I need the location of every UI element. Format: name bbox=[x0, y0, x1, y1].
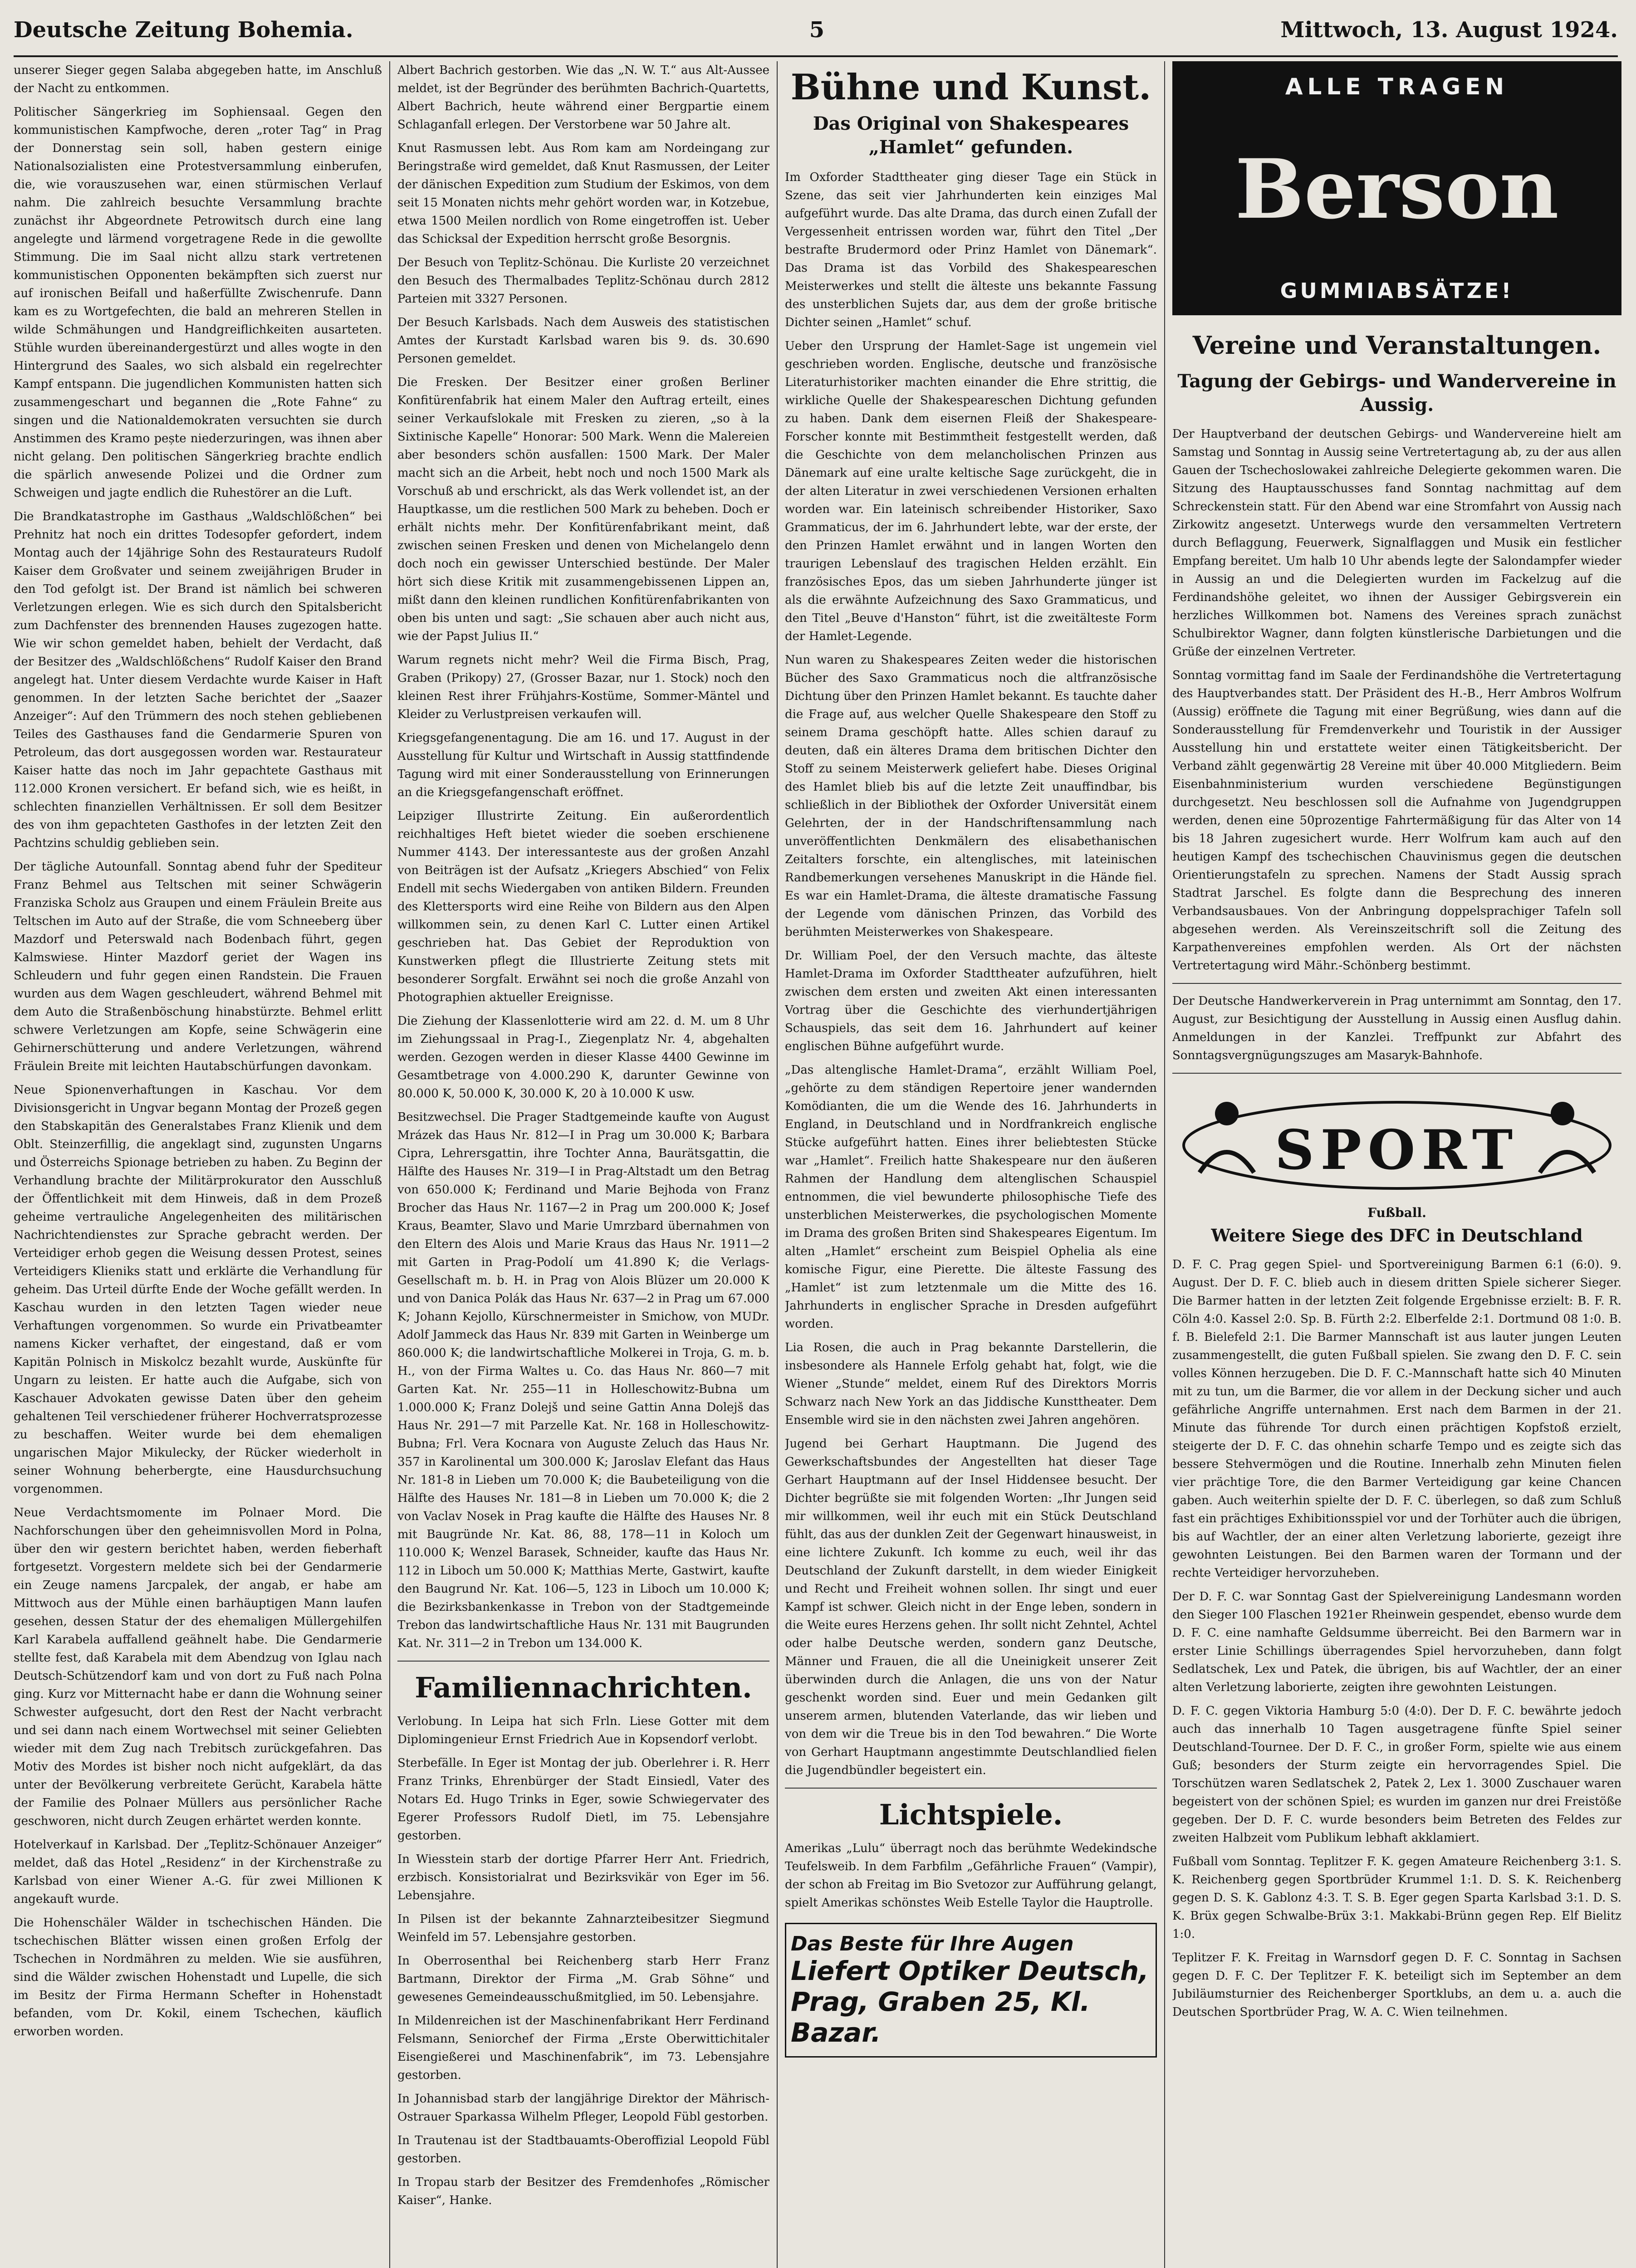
article-paragraph: Im Oxforder Stadttheater ging dieser Tage ein Stück in Szene, das seit vier Jahrhunderten kein einziges Mal aufgeführt wurde. Das alte Drama, das durch einen Zufall der Vergessenheit entrissen worden war, führt den Titel „Der bestrafte Brudermord oder Prinz Hamlet von Dänemark“. Das Drama ist das Vorbild des Shakespeareschen Meisterwerkes und stellt die älteste uns bekannte Fassung des unsterblichen Sujets dar, aus dem der große britische Dichter seinen „Hamlet“ schuf. bbox=[785, 171, 1157, 329]
article-paragraph: Der Hauptverband der deutschen Gebirgs- und Wandervereine hielt am Samstag und Sonntag in Aussig seine Vertretertagung ab, zu der aus allen Gauen der Tschechoslowakei zahlreiche Delegierte gekommen waren. Die Sitzung des Hauptausschusses fand Sonntag nachmittag auf dem Schreckenstein statt. Für den Abend war eine Stromfahrt von Aussig nach Zirkowitz angesetzt. Unterwegs wurde den versammelten Vertretern durch Beflaggung, Feuerwerk, Signalflaggen und Musik ein festlicher Empfang bereitet. Um halb 10 Uhr abends legte der Salondampfer wieder in Aussig an und die Delegierten wurden im Fackelzug auf die Ferdinandshöhe geleitet, wo ihnen der Aussiger Gebirgsverein ein herzliches Willkommen bot. Namens des Vereines sprach zunächst Schulbirektor Wagner, dann folgten künstlerische Darbietungen und die Grüße der einzelnen Vertreter. bbox=[1172, 427, 1621, 659]
article: Die Fresken. Der Besitzer einer großen Berliner Konfitürenfabrik hat einem Maler den Auftrag erteilt, eines seiner Verkaufslokale mit Fresken zu zieren, „so à la Sixtinische Kapelle“ Honorar: 500 Mark. Wenn die Malereien aber besonders schön ausfallen: 1500 Mark. Der Maler macht sich an die Arbeit, hebt noch und noch 1500 Mark als Vorschuß ab und erschrickt, als das Werk vollendet ist, an der Hauptkasse, um die restlichen 500 Mark zu beheben. Doch er erhält nichts mehr. Der Konfitürenfabrikant meint, daß zwischen seinen Fresken und denen von Michelangelo denn doch noch ein gewisser Unterschied bestünde. Der Maler hört sich diese Kritik mit zusammengebissenen Lippen an, mißt dann den kleinen rundlichen Konfitürenfabrikanten von oben bis unten und sagt: „Sie schauen aber auch nicht aus, wie der Papst Julius II.“ bbox=[397, 376, 769, 643]
section-divider bbox=[785, 1788, 1157, 1789]
article: Der Besuch von Teplitz-Schönau. Die Kurliste 20 verzeichnet den Besuch des Thermalbades Teplitz-Schönau durch 2812 Parteien mit 3327 Personen. bbox=[397, 256, 769, 306]
family-notice: In Tropau starb der Besitzer des Fremdenhofes „Römischer Kaiser“, Hanke. bbox=[397, 2175, 769, 2207]
article: Leipziger Illustrirte Zeitung. Ein außerordentlich reichhaltiges Heft bietet wieder die soeben erschienene Nummer 4143. Der interessanteste aus der großen Anzahl von Beiträgen ist der Aufsatz „Kriegers Abschied“ von Felix Endell mit sechs Wiedergaben von antiken Bildern. Freunden des Klettersports wird eine Reihe von Bildern aus den Alpen willkommen sein, zu denen Karl C. Lutter einen Artikel geschrieben hat. Das Gebiet der Reproduktion von Kunstwerken pflegt die Illustrierte Zeitung stets mit besonderer Sorgfalt. Erwähnt sei noch die große Anzahl von Photographien aktueller Ereignisse. bbox=[397, 809, 769, 1004]
cinema-notice: Amerikas „Lulu“ überragt noch das berühmte Wedekindsche Teufelsweib. In dem Farbfilm „Gefährliche Frauen“ (Vampir), der schon ab Freitag im Bio Svetozor zur Aufführung gelangt, spielt Amerikas schönstes Weib Estelle Taylor die Hauptrolle. bbox=[785, 1842, 1157, 1910]
column-rule bbox=[777, 61, 778, 2268]
family-notice: In Oberrosenthal bei Reichenberg starb Herr Franz Bartmann, Direktor der Firma „M. Grab Söhne“ und gewesenes Gemeindeausschußmitglied, im 50. Lebensjahre. bbox=[397, 1954, 769, 2004]
article: Hotelverkauf in Karlsbad. Der „Teplitz-Schönauer Anzeiger“ meldet, daß das Hotel „Residenz“ in der Kirchenstraße zu Karlsbad von einer Wiener A.-G. für zwei Millionen K angekauft wurde. bbox=[14, 1838, 382, 1906]
ad-top-line: ALLE TRAGEN bbox=[1285, 73, 1509, 100]
arts-section-heading: Bühne und Kunst. bbox=[790, 67, 1151, 108]
article: Neue Verdachtsmomente im Polnaer Mord. Die Nachforschungen über den geheimnisvollen Mord in Polna, über den wir gestern berichtet haben, werden fieberhaft fortgesetzt. Vorgestern meldete sich bei der Gendarmerie ein Zeuge namens Jarcpalek, der angab, er habe am Mittwoch aus der Mühle einen barhäuptigen Mann laufen gesehen, dessen Statur der des ehemaligen Müllergehilfen Karl Karabela auffallend geähnelt habe. Die Gendarmerie stellte fest, daß Karabela mit dem Abendzug von Iglau nach Deutsch-Schützendorf kam und von dort zu Fuß nach Polna ging. Kurz vor Mitternacht habe er dann die Wohnung seiner Schwester aufgesucht, dort den Rest der Nacht verbracht und sei dann nach einem Wortwechsel mit seiner Geliebten wieder mit dem Zug nach Trebitsch zurückgefahren. Das Motiv des Mordes ist bisher noch nicht aufgeklärt, da das unter der Bevölkerung verbreitete Gerücht, Karabela hätte der Familie des Polnaer Müllers aus persönlicher Rache geschworen, nicht durch Zeugen erhärtet werden konnte. bbox=[14, 1506, 382, 1828]
sport-banner bbox=[1172, 1082, 1621, 1195]
newspaper-title: Deutsche Zeitung Bohemia. bbox=[14, 17, 353, 43]
article: Politischer Sängerkrieg im Sophiensaal. Gegen den kommunistischen Kampfwoche, deren „roter Tag“ in Prag der Donnerstag sein soll, haben gestern einige Nationalsozialisten eine Protestversammlung einberufen, die, wie vorauszusehen war, einen stürmischen Verlauf nahm. Die zahlreich besuchte Versammlung brachte zunächst ihr Abgeordnete Petrowitsch durch eine lang angelegte und lärmend vorgetragene Rede in die gewollte Stimmung. Die im Saal nicht allzu stark vertretenen kommunistischen Opponenten bekämpften sich zuerst nur auf ironischen Beifall und haßerfüllte Zwischenrufe. Dann kam es zu Wortgefechten, die bald an mehreren Stellen in wilde Schmähungen und Handgreiflichkeiten ausarteten. Stühle wurden übereinandergestürzt und alles wogte in den Hintergrund des Saales, wo sich alsbald ein regelrechter Kampf entspann. Die jugendlichen Kommunisten hatten sich zusammengeschart und begannen die „Rote Fahne“ zu singen und die Nationaldemokraten versuchten sie durch Anstimmen des Kramo pește niederzuringen, was ihnen aber nicht gelang. Den politischen Sängerkrieg brachte endlich die spärlich anwesende Polizei und die Ordner zum Schweigen und jagte endlich die Ruhestörer an die Luft. bbox=[14, 105, 382, 500]
family-notice: In Pilsen ist der bekannte Zahnarzteibesitzer Siegmund Weinfeld im 57. Lebensjahre gestorben. bbox=[397, 1912, 769, 1944]
article: Der Besuch Karlsbads. Nach dem Ausweis des statistischen Amtes der Kurstadt Karlsbad waren bis 9. ds. 30.690 Personen gemeldet. bbox=[397, 316, 769, 366]
issue-date: Mittwoch, 13. August 1924. bbox=[1280, 17, 1618, 43]
article-paragraph: Ueber den Ursprung der Hamlet-Sage ist ungemein viel geschrieben worden. Englische, deutsche und französische Literaturhistoriker machten einander die Ehre strittig, die wirkliche Quelle der Shakespeareschen Dichtung gefunden zu haben. Dank dem eisernen Fleiß der Shakespeare-Forscher konnte mit Bestimmtheit festgestellt werden, daß die Geschichte von dem melancholischen Prinzen aus Dänemark auf eine uralte keltische Sage zurückgeht, die in der alten Literatur in zwei verschiedenen Versionen erhalten worden war. Ein lateinisch schreibender Historiker, Saxo Grammaticus, der im 6. Jahrhundert lebte, war der erste, der den Prinzen Hamlet erwähnt und in langen Worten den traurigen Lebenslauf des tragischen Helden erzählt. Ein französisches Epos, das um sieben Jahrhunderte jünger ist als die erwähnte Aufzeichnung des Saxo Grammaticus, und den Titel „Beuve d'Hanston“ führt, ist die zweitälteste Form der Hamlet-Legende. bbox=[785, 339, 1157, 643]
section-divider bbox=[1172, 983, 1621, 984]
sport-paragraph: Der D. F. C. war Sonntag Gast der Spielvereinigung Landesmann worden den Sieger 100 Flaschen 1921er Rheinwein gespendet, ebenso wurde dem D. F. C. eine namhafte Geldsumme überreicht. Bei den Barmern war in erster Linie Schillings überragendes Spiel hervorzuheben, dann folgt Sedlatschek, Lex und Patek, die übrigen, bis auf Wachtler, der an einer alten Verletzung laborierte, zeigten ihre gewohnten Leistungen. bbox=[1172, 1590, 1621, 1694]
article-paragraph: Sonntag vormittag fand im Saale der Ferdinandshöhe die Vertretertagung des Hauptverbandes statt. Der Präsident des H.-B., Herr Ambros Wolfrum (Aussig) eröffnete die Tagung mit einer Begrüßung, wies dann auf die Sonderausstellung für Fremdenverkehr und Touristik in der Aussiger Ausstellung hin und erstattete weiter einen Tätigkeitsbericht. Der Verband zählt gegenwärtig 28 Vereine mit über 40.000 Mitgliedern. Beim Eisenbahnministerium wurden verschiedene Begünstigungen durchgesetzt. Neu beschlossen soll die Aufnahme von Jugendgruppen werden, denen eine 50prozentige Fahrtermäßigung für das Alter von 14 bis 18 Jahren zugesichert wurde. Herr Wolfrum kam auch auf den heutigen Kampf des tschechischen Chauvinismus gegen die deutschen Orientierungstafeln zu sprechen. Namens der Stadt Aussig sprach Stadtrat Jarschel. Es folgte dann die Besprechung des inneren Verbandsausbaues. Von der Anbringung doppelsprachiger Tafeln soll abgesehen werden. Als Vereinszeitschrift soll die Zeitung des Karpathenvereines empfohlen werden. Als Ort der nächsten Vertretertagung wird Mähr.-Schönberg bestimmt. bbox=[1172, 669, 1621, 973]
section-divider bbox=[1172, 1073, 1621, 1074]
sport-paragraph: Fußball vom Sonntag. Teplitzer F. K. gegen Amateure Reichenberg 3:1. S. K. Reichenberg gegen Sportbrüder Krummel 1:1. D. S. K. Reichenberg gegen D. S. K. Gablonz 4:3. T. S. B. Eger gegen Sparta Karlsbad 3:1. D. S. K. Brüx gegen Schwalbe-Brüx 3:1. Makkabi-Brünn gegen Rep. Elf Bielitz 1:0. bbox=[1172, 1855, 1621, 1941]
family-notice: Verlobung. In Leipa hat sich Frln. Liese Gotter mit dem Diplomingenieur Ernst Friedrich Aue in Kopsendorf verlobt. bbox=[397, 1715, 769, 1746]
article: unserer Sieger gegen Salaba abgegeben hatte, im Anschluß der Nacht zu entkommen. bbox=[14, 64, 382, 95]
article: Albert Bachrich gestorben. Wie das „N. W. T.“ aus Alt-Aussee meldet, ist der Begründer des berühmten Bachrich-Quartetts, Albert Bachrich, heute während einer Bergpartie einem Schlaganfall erlegen. Der Verstorbene war 50 Jahre alt. bbox=[397, 64, 769, 132]
article-paragraph: Jugend bei Gerhart Hauptmann. Die Jugend des Gewerkschaftsbundes der Angestellten hat dieser Tage Gerhart Hauptmann auf der Insel Hiddensee besucht. Der Dichter begrüßte sie mit folgenden Worten: „Ihr Jungen seid mir willkommen, weil ihr euch mit ein Stück Deutschland fühlt, das aus der dunklen Zeit der Gegenwart hinausweist, in eine lichtere Zukunft. Ich komme zu euch, weil ihr das Deutschland der Zukunft darstellt, in dem wieder Einigkeit und Recht und Freiheit wohnen sollen. Ihr singt und euer Kampf ist schwer. Gleich nicht in der Enge leben, sondern in die Weite eures Herzens gehen. Ihr sollt nicht Zehntel, Achtel oder halbe Deutsche werden, sondern ganz Deutsche, Männer und Frauen, die all die Uneinigkeit unserer Zeit überwinden durch die Anlagen, die uns von der Natur geschenkt worden sind. Euer und mein Gedanken gilt unserem armen, blutenden Vaterlande, das wir lieben und von dem wir die Treue bis in den Tod bewahren.“ Die Worte von Gerhart Hauptmann angestimmte Deutschlandlied fielen die Jugendbündler begeistert ein. bbox=[785, 1437, 1157, 1777]
column-misc-news bbox=[397, 61, 769, 2268]
article-paragraph: Nun waren zu Shakespeares Zeiten weder die historischen Bücher des Saxo Grammaticus noch die altfranzösische Dichtung über den Prinzen Hamlet bekannt. Es tauchte daher die Frage auf, aus welcher Quelle Shakespeare den Stoff zu seinem Drama geschöpft hatte. Alles schien darauf zu deuten, daß ein älteres Drama dem britischen Dichter den Stoff zu seinem Meisterwerk geliefert habe. Dieses Original des Hamlet blieb bis auf die letzte Zeit unauffindbar, bis schließlich in der Bibliothek der Oxforder Universität einem Gelehrten, der in der Handschriftensammlung nach unveröffentlichten Denkmälern des elisabethanischen Zeitalters forschte, ein altenglisches, mit lateinischen Randbemerkungen versehenes Manuskript in die Hände fiel. Es war ein Hamlet-Drama, die älteste dramatische Fassung der Legende vom dänischen Prinzen, das Vorbild des berühmten Meisterwerkes von Shakespeare. bbox=[785, 653, 1157, 939]
article: Neue Spionenverhaftungen in Kaschau. Vor dem Divisionsgericht in Ungvar begann Montag der Prozeß gegen den Stabskapitän des Generalstabes Franz Klienik und dem Oblt. Steinzerfillig, die angeklagt sind, zugunsten Ungarns und Österreichs Spionage betrieben zu haben. Zu Beginn der Verhandlung brachte der Militärprokurator den Ausschluß der Öffentlichkeit mit dem Hinweis, daß in dem Prozeß geheime vertrauliche Angelegenheiten des militärischen Nachrichtendienstes zur Sprache gebracht werden. Der Verteidiger erhob gegen die Weisung dessen Protest, seines Verteidigers Klieniks statt und erklärte die Verhandlung für geheim. Das Urteil dürfte Ende der Woche gefällt werden. In Kaschau wurden in den letzten Tagen wieder neue Verhaftungen vorgenommen. So wurde ein Privatbeamter namens Kicker verhaftet, der eingestand, daß er vom Kapitän Polnisch in Miskolcz bezahlt wurde, Auskünfte für Ungarn zu leisten. Er hatte auch die Aufgabe, sich von Kaschauer Advokaten gewisse Daten über den geheim gehaltenen Teil verschiedener früherer Hochverratsprozesse zu beschaffen. Weiter wurde bei dem ehemaligen ungarischen Major Mikulecky, der Rücker wiederholt in seiner Wohnung beherbergte, eine Hausdurchsuchung vorgenommen. bbox=[14, 1083, 382, 1496]
article-paragraph: „Das altenglische Hamlet-Drama“, erzählt William Poel, „gehörte zu dem ständigen Repertoire jener wandernden Komödianten, die um die Wende des 16. Jahrhunderts in England, in Deutschland und in Nordfrankreich englische Stücke aufgeführt hatten. Eines ihrer beliebtesten Stücke war „Hamlet“. Freilich hatte Shakespeare nur den äußeren Rahmen der Handlung dem altenglischen Schauspiel entnommen, die viel bewunderte philosophische Tiefe des unsterblichen Meisterwerkes, die psychologischen Momente im Drama des großen Briten sind Shakespeares Eigentum. Im alten „Hamlet“ erscheint zum Beispiel Ophelia als eine komische Figur, eine Pierette. Die älteste Fassung des „Hamlet“ ist zum letztenmale um die Mitte des 16. Jahrhunderts in englischer Sprache in Dresden aufgeführt worden. bbox=[785, 1063, 1157, 1331]
section-divider bbox=[397, 1661, 769, 1662]
sport-paragraph: D. F. C. Prag gegen Spiel- und Sportvereinigung Barmen 6:1 (6:0). 9. August. Der D. F. C. blieb auch in diesem dritten Spiele sicherer Sieger. Die Barmer hatten in der letzten Zeit folgende Ergebnisse erzielt: B. F. R. Cöln 4:0. Kassel 2:0. Sp. B. Fürth 2:2. Elberfelde 2:1. Dortmund 08 1:0. B. f. B. Bielefeld 2:1. Die Barmer Mannschaft ist aus lauter jungen Leuten zusammengestellt, die guten Fußball spielen. Sie zwang den D. F. C. sein volles Können herzugeben. Die D. F. C.-Mannschaft hatte sich 40 Minuten mit zu tun, um die Barmer, die vor allem in der Deckung sicher und auch gefährliche Angriffe unternahmen. Erst nach dem Barmen in der 21. Minute das führende Tor durch einen prächtigen Kopfstoß erzielt, steigerte der D. F. C. das ohnehin scharfe Tempo und es zeigte sich das bessere Stehvermögen und die Routine. Innerhalb zehn Minuten fielen vier prächtige Tore, die den Barmer Verteidigung gar keine Chancen gaben. Auch weiterhin spielte der D. F. C. überlegen, so daß zum Schluß fast ein prächtiges Exhibitionsspiel vor und der Torhüter auch die übrigen, bis auf Wachtler, der an einer alten Verletzung laborierte, gezeigt ihre gewohnten Leistungen. Bei den Barmen waren der Tormann und der rechte Verteidiger hervorzuheben. bbox=[1172, 1258, 1621, 1580]
family-news-heading: Familiennachrichten. bbox=[415, 1671, 752, 1704]
column-rule bbox=[389, 61, 390, 2268]
article: Die Brandkatastrophe im Gasthaus „Waldschlößchen“ bei Prehnitz hat noch ein drittes Todesopfer gefordert, indem Montag auch der 14jährige Sohn des Restaurateurs Rudolf Kaiser dem Großvater und seinem zweijährigen Bruder in den Tod gefolgt ist. Der Brand ist nämlich bei schweren Verletzungen erlegen. Wie es sich durch den Spitalsbericht zum Dachfenster des brennenden Hauses zugezogen hatte. Wie wir schon gemeldet haben, behielt der Verdacht, daß der Besitzer des „Waldschlößchens“ Rudolf Kaiser den Brand angelegt hat. Unter diesem Verdachte wurde Kaiser in Haft genommen. In der letzten Sache berichtet der „Saazer Anzeiger“: Auf den Trümmern des noch stehen gebliebenen Teiles des Gasthauses fand die Gendarmerie Spuren von Petroleum, das dort ausgegossen worden war. Restaurateur Kaiser hatte das noch im Jahr gepachtete Gasthaus mit 112.000 Kronen versichert. Er befand sich, wie es heißt, in schlechten finanziellen Verhältnissen. Er soll dem Besitzer des von ihm gepachteten Gasthofes in der letzten Zeit den Pachtzins schuldig geblieben sein. bbox=[14, 510, 382, 850]
optician-advertisement bbox=[785, 1923, 1157, 2058]
cinema-heading: Lichtspiele. bbox=[879, 1798, 1063, 1831]
article: Knut Rasmussen lebt. Aus Rom kam am Nordeingang zur Beringstraße wird gemeldet, daß Knut Rasmussen, der Leiter der dänischen Expedition zum Studium der Eskimos, von dem seit 15 Monaten nichts mehr gehört worden war, in Kotzebue, etwa 1500 Meilen nordlich von Rome eingetroffen ist. Ueber das Schicksal der Expedition herrscht große Besorgnis. bbox=[397, 142, 769, 246]
article: Der tägliche Autounfall. Sonntag abend fuhr der Spediteur Franz Behmel aus Teltschen mit seiner Schwägerin Franziska Scholz aus Graupen und einem Fräulein Breite aus Teltschen im Auto auf der Straße, die vom Schneeberg über Mazdorf und Peterswald nach Bodenbach führt, gegen Kalmswiese. Hinter Mazdorf geriet der Wagen ins Schleudern und fuhr gegen einen Randstein. Die Frauen wurden aus dem Wagen geschleudert, während Behmel mit dem Auto die Straßenböschung hinabstürzte. Behmel erlitt schwere Verletzungen am Kopfe, seine Schwägerin eine Gehirnerschütterung und andere Verletzungen, während Fräulein Breite mit leichten Hautabschürfungen davonkam. bbox=[14, 860, 382, 1073]
article: Kriegsgefangenentagung. Die am 16. und 17. August in der Ausstellung für Kultur und Wirtschaft in Aussig stattfindende Tagung wird mit einer Sonderausstellung von Erinnerungen an die Kriegsgefangenschaft eröffnet. bbox=[397, 731, 769, 799]
associations-heading: Vereine und Veranstaltungen. bbox=[1192, 331, 1602, 360]
family-notice: In Johannisbad starb der langjährige Direktor der Mährisch-Ostrauer Sparkassa Wilhelm Pfleger, Leopold Fübl gestorben. bbox=[397, 2092, 769, 2124]
ad-advertiser: Liefert Optiker Deutsch, Prag, Graben 25, Kl. Bazar. bbox=[791, 1955, 1149, 2048]
sport-paragraph: D. F. C. gegen Viktoria Hamburg 5:0 (4:0). Der D. F. C. bewährte jedoch auch das innerhalb 10 Tagen ausgetragene fünfte Spiel seiner Deutschland-Tournee. Der D. F. C., in großer Form, spielte wie aus einem Guß; besonders der Sturm zeigte ein hervorragendes Spiel. Die Torschützen waren Sedlatschek 2, Patek 2, Lex 1. 3000 Zuschauer waren begeistert von der schönen Spiel; es wurden im ganzen nur drei Freistöße gegeben. Der D. F. C. wurde besonders beim Betreten des Feldes zur zweiten Halbzeit vom Publikum lebhaft akklamiert. bbox=[1172, 1704, 1621, 1845]
sport-title: SPORT bbox=[1274, 1118, 1519, 1182]
column-associations-sport bbox=[1172, 61, 1621, 2268]
column-arts bbox=[785, 61, 1157, 2268]
page-number: 5 bbox=[809, 17, 825, 43]
article: Die Ziehung der Klassenlotterie wird am 22. d. M. um 8 Uhr im Ziehungssaal in Prag-I., Ziegenplatz Nr. 4, abgehalten werden. Gezogen werden in dieser Klasse 4400 Gewinne im Gesamtbetrage von 4.000.290 K, darunter Gewinne von 80.000 K, 50.000 K, 30.000 K, 20 à 10.000 K usw. bbox=[397, 1014, 769, 1100]
column-rule bbox=[1164, 61, 1165, 2268]
article-paragraph: Lia Rosen, die auch in Prag bekannte Darstellerin, die insbesondere als Hannele Erfolg gehabt hat, folgt, wie die Wiener „Stunde“ meldet, einem Ruf des Direktors Morris Schwarz nach New York an das Jiddische Kunsttheater. Dem Ensemble wird sie in den nächsten zwei Jahren angehören. bbox=[785, 1341, 1157, 1427]
berson-advertisement bbox=[1172, 61, 1621, 315]
article: Die Hohenschäler Wälder in tschechischen Händen. Die tschechischen Blätter wissen einen großen Erfolg der Tschechen in Nordmähren zu melden. Wie sie ausführen, sind die Wälder zwischen Hohenstadt und Lupelle, die sich im Besitz der Firma Hermann Schefter in Hohenstadt befanden, vom Dr. Kokil, einem Tschechen, käuflich erworben worden. bbox=[14, 1916, 382, 2038]
associations-subheading: Tagung der Gebirgs- und Wandervereine in Aussig. bbox=[1177, 371, 1616, 415]
sport-article-heading: Weitere Siege des DFC in Deutschland bbox=[1211, 1225, 1583, 1246]
ad-brand: Berson bbox=[1235, 141, 1559, 237]
page-header bbox=[14, 5, 1618, 57]
sport-paragraph: Teplitzer F. K. Freitag in Warnsdorf gegen D. F. C. Sonntag in Sachsen gegen D. F. C. Der Teplitzer F. K. beteiligt sich im September an dem Jubiläumsturnier des Reichenberger Sportklubs, an dem u. a. auch die Deutschen Sportbrüder Prag, W. A. C. Wien teilnehmen. bbox=[1172, 1951, 1621, 2019]
family-notice: Sterbefälle. In Eger ist Montag der jub. Oberlehrer i. R. Herr Franz Trinks, Ehrenbürger der Stadt Einsiedl, Vater des Notars Ed. Hugo Trinks in Eger, sowie Schwiegervater des Egerer Professors Rudolf Dietl, im 75. Lebensjahre gestorben. bbox=[397, 1756, 769, 1843]
ad-slogan: Das Beste für Ihre Augen bbox=[791, 1932, 1074, 1955]
arts-article-heading: Das Original von Shakespeares „Hamlet“ gefunden. bbox=[813, 113, 1129, 158]
family-notice: In Trautenau ist der Stadtbauamts-Oberoffizial Leopold Fübl gestorben. bbox=[397, 2134, 769, 2165]
article-paragraph: Der Deutsche Handwerkerverein in Prag unternimmt am Sonntag, den 17. August, zur Besichtigung der Ausstellung in Aussig einen Ausflug dahin. Anmeldungen in der Kanzlei. Treffpunkt zur Abfahrt des Sonntagsvergnügungszuges am Masaryk-Bahnhofe. bbox=[1172, 994, 1621, 1062]
column-local-news bbox=[14, 61, 382, 2268]
article: Besitzwechsel. Die Prager Stadtgemeinde kaufte von August Mrázek das Haus Nr. 812—I in Prag um 30.000 K; Barbara Cipra, Lehrersgattin, ihre Tochter Anna, Baurätsgattin, die Hälfte des Hauses Nr. 319—I in Prag-Altstadt um den Betrag von 650.000 K; Ferdinand und Marie Bejhoda von Franz Brocher das Haus Nr. 1167—2 in Prag um 200.000 K; Josef Kraus, Beamter, Slavo und Marie Umrzbard übernahmen von den Eltern des Alois und Marie Kraus das Haus Nr. 1911—2 mit Garten in Prag-Podolí um 41.890 K; die Verlags-Gesellschaft m. b. H. in Prag von Alois Blüzer um 20.000 K und von Danica Polák das Haus Nr. 637—2 in Prag um 67.000 K; Johann Kejollo, Kürschnermeister in Smichow, von MUDr. Adolf Jammeck das Haus Nr. 839 mit Garten in Weinberge um 860.000 K; die landwirtschaftliche Molkerei in Troja, G. m. b. H., von der Firma Waltes u. Co. das Haus Nr. 860—7 mit Garten Kat. Nr. 255—11 in Holleschowitz-Bubna um 1.000.000 K; Franz Dolejš und seine Gattin Anna Dolejš das Haus Nr. 291—7 mit Parzelle Kat. Nr. 168 in Holleschowitz-Bubna; Frl. Vera Kocnara von Auguste Zeluch das Haus Nr. 357 in Karolinental um 300.000 K; Jaroslav Elefant das Haus Nr. 181-8 in Lieben um 70.000 K; die Baubeteiligung von die Hälfte des Hauses Nr. 181—8 in Lieben um 70.000 K; die 2 von Vaclav Nosek in Prag kaufte die Hälfte des Hauses Nr. 8 mit Baugründe Nr. Kat. 86, 88, 178—11 in Koloch um 110.000 K; Wenzel Barasek, Schneider, kaufte das Haus Nr. 112 in Liboch um 50.000 K; Matthias Merte, Gastwirt, kaufte den Baugrund Nr. Kat. 106—5, 123 in Liboch um 10.000 K; die Bezirksbankenkasse in Trebon von der Stadtgemeinde Trebon das landwirtschaftliche Haus Nr. 131 mit Baugrunden Kat. Nr. 311—2 in Trebon um 134.000 K. bbox=[397, 1110, 769, 1650]
family-notice: In Wiesstein starb der dortige Pfarrer Herr Ant. Friedrich, erzbisch. Konsistorialrat und Bezirksvikär von Eger im 56. Lebensjahre. bbox=[397, 1853, 769, 1902]
ad-bottom-line: GUMMIABSÄTZE! bbox=[1280, 279, 1514, 303]
football-heading: Fußball. bbox=[1367, 1205, 1426, 1220]
article: Warum regnets nicht mehr? Weil die Firma Bisch, Prag, Graben (Prikopy) 27, (Grosser Bazar, nur 1. Stock) noch den kleinen Rest ihrer Frühjahrs-Kostüme, Sommer-Mäntel und Kleider zu Verlustpreisen verkaufen will. bbox=[397, 653, 769, 721]
family-notice: In Mildenreichen ist der Maschinenfabrikant Herr Ferdinand Felsmann, Seniorchef der Firma „Erste Oberwittichitaler Eisengießerei und Maschinenfabrik“, im 73. Lebensjahre gestorben. bbox=[397, 2014, 769, 2082]
article-paragraph: Dr. William Poel, der den Versuch machte, das älteste Hamlet-Drama im Oxforder Stadttheater aufzuführen, hielt zwischen dem ersten und zweiten Akt einen interessanten Vortrag über die Geschichte des vierhundertjährigen Schauspiels, das seit dem 16. Jahrhundert auf keiner englischen Bühne aufgeführt wurde. bbox=[785, 949, 1157, 1053]
